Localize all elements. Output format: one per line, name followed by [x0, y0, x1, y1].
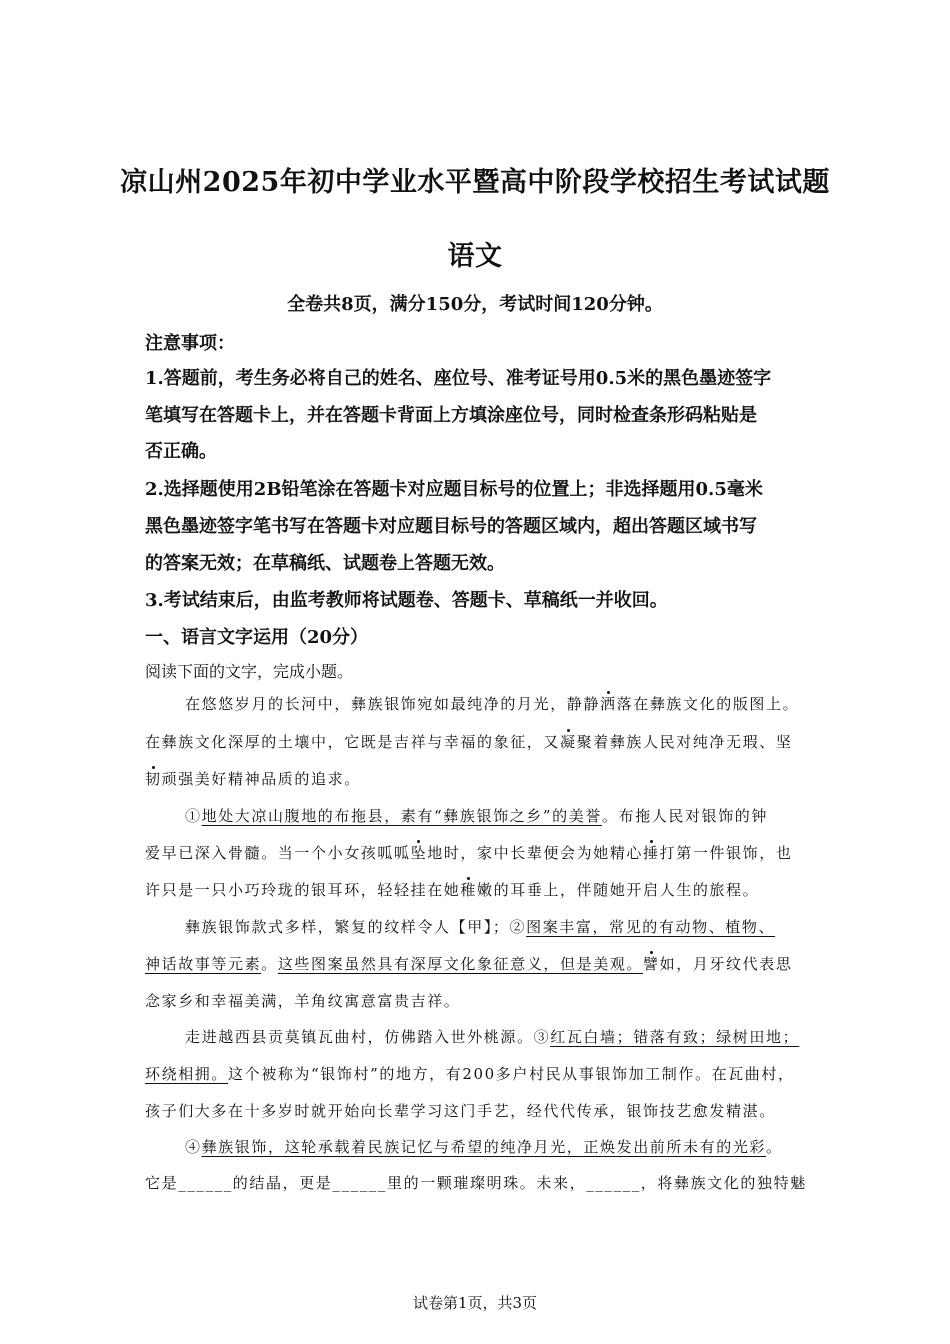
- passage-line: 在彝族文化深厚的土壤中，它既是吉祥与幸福的象征，又凝聚着彝族人民对纯净无瑕、坚: [145, 733, 793, 751]
- notice-line-1: 1.答题前，考生务必将自己的姓名、座位号、准考证号用0.5米的黑色墨迹签字: [145, 368, 772, 389]
- passage-line: 彝族银饰款式多样，繁复的纹样令人【甲】；②图案丰富，常见的有动物、植物、: [185, 918, 776, 936]
- passage-line: ①地处大凉山腹地的布拖县，素有“彝族银饰之乡”的美誉。布拖人民对银饰的钟: [185, 807, 768, 825]
- dotted-char: 韧: [145, 770, 162, 788]
- underlined-sentence-2: 图案丰富，常见的有动物、植物、: [526, 918, 776, 936]
- passage-line: 爱早已深入骨髓。当一个小女孩呱呱坠地时，家中长辈便会为她精心捶打第一件银饰，也: [145, 844, 793, 862]
- notice-line-6: 的答案无效；在草稿纸、试题卷上答题无效。: [145, 553, 505, 574]
- dotted-char: 捶: [643, 844, 660, 862]
- notice-line-4: 2.选择题使用2B铅笔涂在答题卡对应题目标号的位置上；非选择题用0.5毫米: [145, 479, 763, 500]
- notice-line-7: 3.考试结束后，由监考教师将试题卷、答题卡、草稿纸一并收回。: [145, 590, 668, 611]
- passage-line: 孩子们大多在十多岁时就开始向长辈学习这门手艺，经代代传承，银饰技艺愈发精湛。: [145, 1102, 776, 1120]
- dotted-char: 坠: [410, 844, 428, 862]
- exam-title: 凉山州2025年初中学业水平暨高中阶段学校招生考试试题: [120, 167, 830, 198]
- sentence-marker-4: ④: [185, 1138, 202, 1156]
- notice-line-3: 否正确。: [145, 441, 217, 462]
- passage-line: 韧顽强美好精神品质的追求。: [145, 770, 361, 788]
- dotted-char: 稚: [460, 881, 478, 899]
- subject-title: 语文: [447, 241, 503, 272]
- passage-line: ④彝族银饰，这轮承载着民族记忆与希望的纯净月光，正焕发出前所未有的光彩。: [185, 1138, 783, 1156]
- dotted-char: 譬: [643, 955, 660, 973]
- passage-line: 许只是一只小巧玲珑的银耳环，轻轻挂在她稚嫩的耳垂上，伴随她开启人生的旅程。: [145, 881, 760, 899]
- dotted-char: 凝: [560, 733, 577, 751]
- exam-info: 全卷共8页，满分150分，考试时间120分钟。: [287, 294, 663, 315]
- dotted-char: 洒: [600, 695, 617, 713]
- notice-heading: 注意事项：: [145, 333, 235, 354]
- section-instruction: 阅读下面的文字，完成小题。: [145, 662, 354, 681]
- underlined-sentence-1: 地处大凉山腹地的布拖县，素有“彝族银饰之乡”的美誉: [201, 807, 602, 825]
- passage-line: 它是______的结晶，更是______里的一颗璀璨明珠。未来，______，将彝族文化的独特魅: [145, 1174, 807, 1192]
- section-heading: 一、语言文字运用（20分）: [145, 627, 369, 648]
- sentence-marker-1: ①: [185, 807, 202, 825]
- page-footer: 试卷第1页，共3页: [412, 1294, 538, 1312]
- passage-line: 念家乡和幸福美满，羊角纹寓意富贵吉祥。: [145, 992, 461, 1010]
- underlined-sentence-3: 红瓦白墙；错落有致；绿树田地；: [550, 1028, 800, 1046]
- passage-line: 神话故事等元素。这些图案虽然具有深厚文化象征意义，但是美观。譬如，月牙纹代表思: [145, 955, 793, 973]
- passage-line: 环绕相拥。这个被称为“银饰村”的地方，有200多户村民从事银饰加工制作。在瓦曲村，: [145, 1065, 795, 1083]
- notice-line-2: 笔填写在答题卡上，并在答题卡背面上方填涂座位号，同时检查条形码粘贴是: [145, 405, 757, 426]
- notice-line-5: 黑色墨迹签字笔书写在答题卡对应题目标号的答题区域内，超出答题区域书写: [145, 516, 757, 537]
- passage-line: 在悠悠岁月的长河中，彝族银饰宛如最纯净的月光，静静洒落在彝族文化的版图上。: [185, 695, 800, 713]
- passage-line: 走进越西县贡莫镇瓦曲村，仿佛踏入世外桃源。③红瓦白墙；错落有致；绿树田地；: [185, 1028, 800, 1046]
- underlined-sentence-4: 彝族银饰，这轮承载着民族记忆与希望的纯净月光，正焕发出前所未有的光彩: [201, 1138, 767, 1156]
